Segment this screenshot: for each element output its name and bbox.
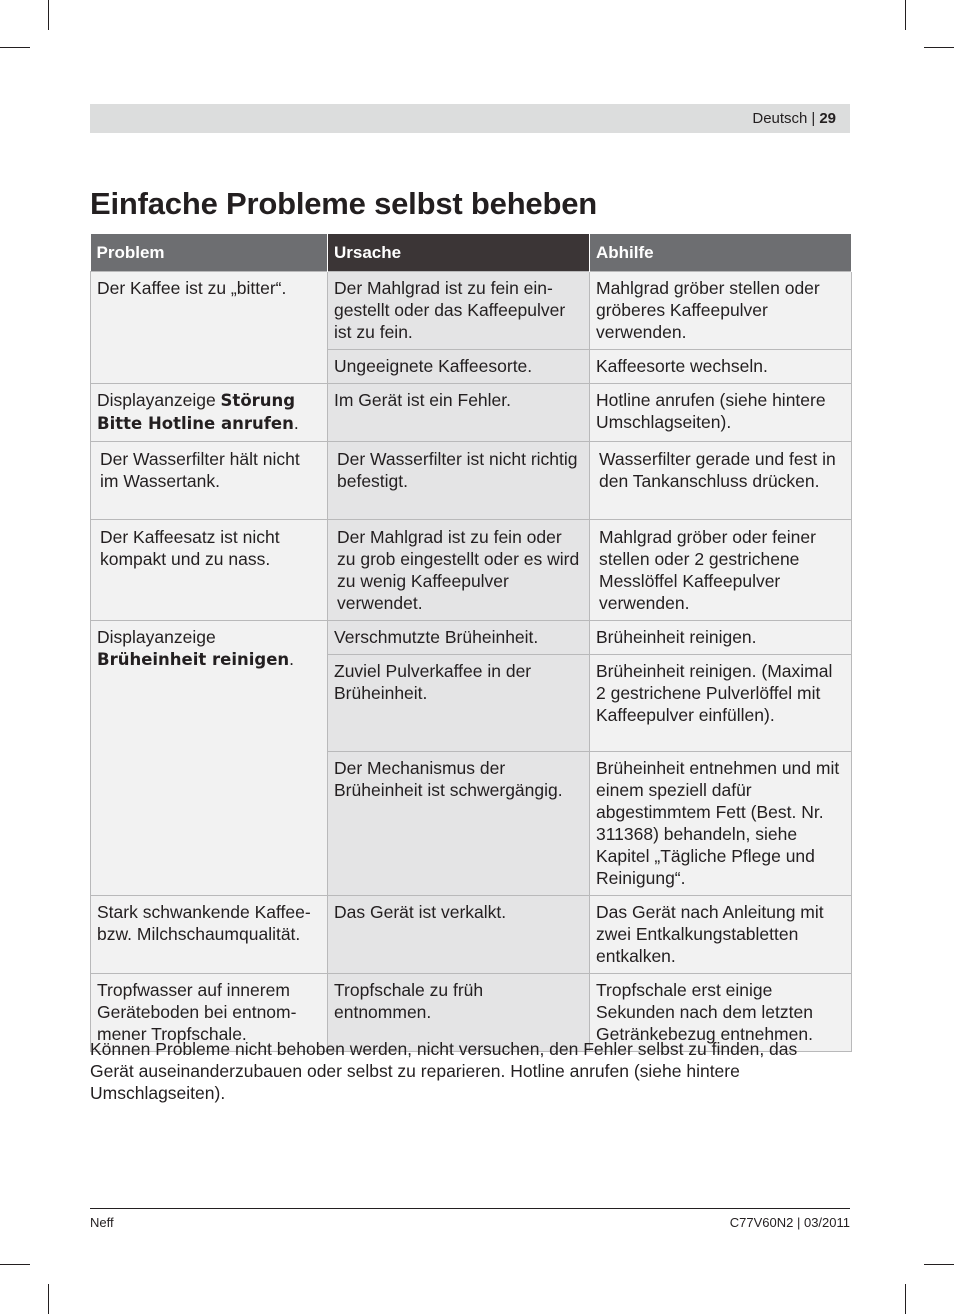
table-row xyxy=(91,520,852,621)
display-message: Brüheinheit reinigen xyxy=(97,650,290,669)
crop-mark xyxy=(924,47,954,48)
problem-cell xyxy=(91,621,328,896)
table-row xyxy=(91,384,852,442)
page-title: Einfache Probleme selbst beheben xyxy=(90,186,597,221)
cause-cell: Der Mechanismus der Brüheinheit ist schwergängig. xyxy=(328,752,590,896)
problem-prefix: Displayanzeige xyxy=(97,390,221,410)
remedy-cell: Mahlgrad gröber oder feiner stellen oder 2 gestrichene Messlöffel Kaffeepulver verwenden. xyxy=(590,520,852,621)
problem-suffix: . xyxy=(293,413,299,433)
problem-cell: Der Kaffeesatz ist nicht kompakt und zu nass. xyxy=(91,520,328,621)
problem-suffix: . xyxy=(289,649,295,669)
footer-brand: Neff xyxy=(90,1215,114,1230)
problem-cell xyxy=(91,384,328,442)
crop-mark xyxy=(48,0,49,30)
remedy-cell: Tropfschale erst einige Sekunden nach dem letzten Getränkebezug entnehmen. xyxy=(590,974,852,1052)
page-header xyxy=(90,104,850,133)
crop-mark xyxy=(48,1284,49,1314)
troubleshooting-table xyxy=(90,234,852,1052)
problem-prefix: Displayanzeige xyxy=(97,627,216,647)
remedy-cell: Mahlgrad gröber stellen oder gröberes Kaffeepulver verwenden. xyxy=(590,272,852,350)
cause-cell: Der Mahlgrad ist zu fein ein-gestellt oder das Kaffeepulver ist zu fein. xyxy=(328,272,590,350)
cause-cell: Ungeeignete Kaffeesorte. xyxy=(328,350,590,384)
support-note: Können Probleme nicht behoben werden, nicht versuchen, den Fehler selbst zu finden, das Gerät auseinanderzubauen oder selbst zu reparieren. Hotline anrufen (siehe hintere Umschlagseiten). xyxy=(90,1039,798,1103)
column-header-remedy: Abhilfe xyxy=(590,234,852,272)
remedy-cell: Wasserfilter gerade und fest in den Tankanschluss drücken. xyxy=(590,442,852,520)
cause-cell: Der Wasserfilter ist nicht richtig befestigt. xyxy=(328,442,590,520)
header-language: Deutsch xyxy=(752,110,808,127)
table-row xyxy=(91,621,852,655)
table-header-row xyxy=(91,234,852,272)
crop-mark xyxy=(905,0,906,30)
cause-cell: Der Mahlgrad ist zu fein oder zu grob eingestellt oder es wird zu wenig Kaffeepulver verwendet. xyxy=(328,520,590,621)
table-row xyxy=(91,442,852,520)
cause-cell: Das Gerät ist verkalkt. xyxy=(328,896,590,974)
remedy-cell: Kaffeesorte wechseln. xyxy=(590,350,852,384)
remedy-cell: Brüheinheit reinigen. xyxy=(590,621,852,655)
column-header-cause: Ursache xyxy=(328,234,590,272)
remedy-cell: Brüheinheit reinigen. (Maximal 2 gestrichene Pulverlöffel mit Kaffeepulver einfüllen). xyxy=(590,655,852,752)
table-row xyxy=(91,272,852,350)
cause-cell: Zuviel Pulverkaffee in der Brüheinheit. xyxy=(328,655,590,752)
problem-cell: Tropfwasser auf innerem Geräteboden bei entnom- mener Tropfschale. xyxy=(91,974,328,1052)
problem-cell: Der Kaffee ist zu „bitter“. xyxy=(91,272,328,384)
crop-mark xyxy=(0,47,30,48)
crop-mark xyxy=(924,1264,954,1265)
header-separator: | xyxy=(811,110,816,127)
page-number: 29 xyxy=(819,110,836,127)
remedy-cell: Das Gerät nach Anleitung mit zwei Entkalkungstabletten entkalken. xyxy=(590,896,852,974)
problem-cell: Stark schwankende Kaffee- bzw. Milchschaumqualität. xyxy=(91,896,328,974)
problem-cell: Der Wasserfilter hält nicht im Wassertank. xyxy=(91,442,328,520)
remedy-cell: Brüheinheit entnehmen und mit einem speziell dafür abgestimmtem Fett (Best. Nr. 311368) behandeln, siehe Kapitel „Tägliche Pflege und Reinigung“. xyxy=(590,752,852,896)
column-header-problem: Problem xyxy=(91,234,328,272)
display-message: Störung Bitte Hotline anrufen xyxy=(97,391,296,433)
crop-mark xyxy=(0,1264,30,1265)
footer-model-date: C77V60N2 | 03/2011 xyxy=(729,1215,850,1230)
footer-rule xyxy=(90,1208,850,1209)
cause-cell: Tropfschale zu früh entnommen. xyxy=(328,974,590,1052)
cause-cell: Verschmutzte Brüheinheit. xyxy=(328,621,590,655)
table-row xyxy=(91,896,852,974)
cause-cell: Im Gerät ist ein Fehler. xyxy=(328,384,590,442)
remedy-cell: Hotline anrufen (siehe hintere Umschlagseiten). xyxy=(590,384,852,442)
crop-mark xyxy=(905,1284,906,1314)
